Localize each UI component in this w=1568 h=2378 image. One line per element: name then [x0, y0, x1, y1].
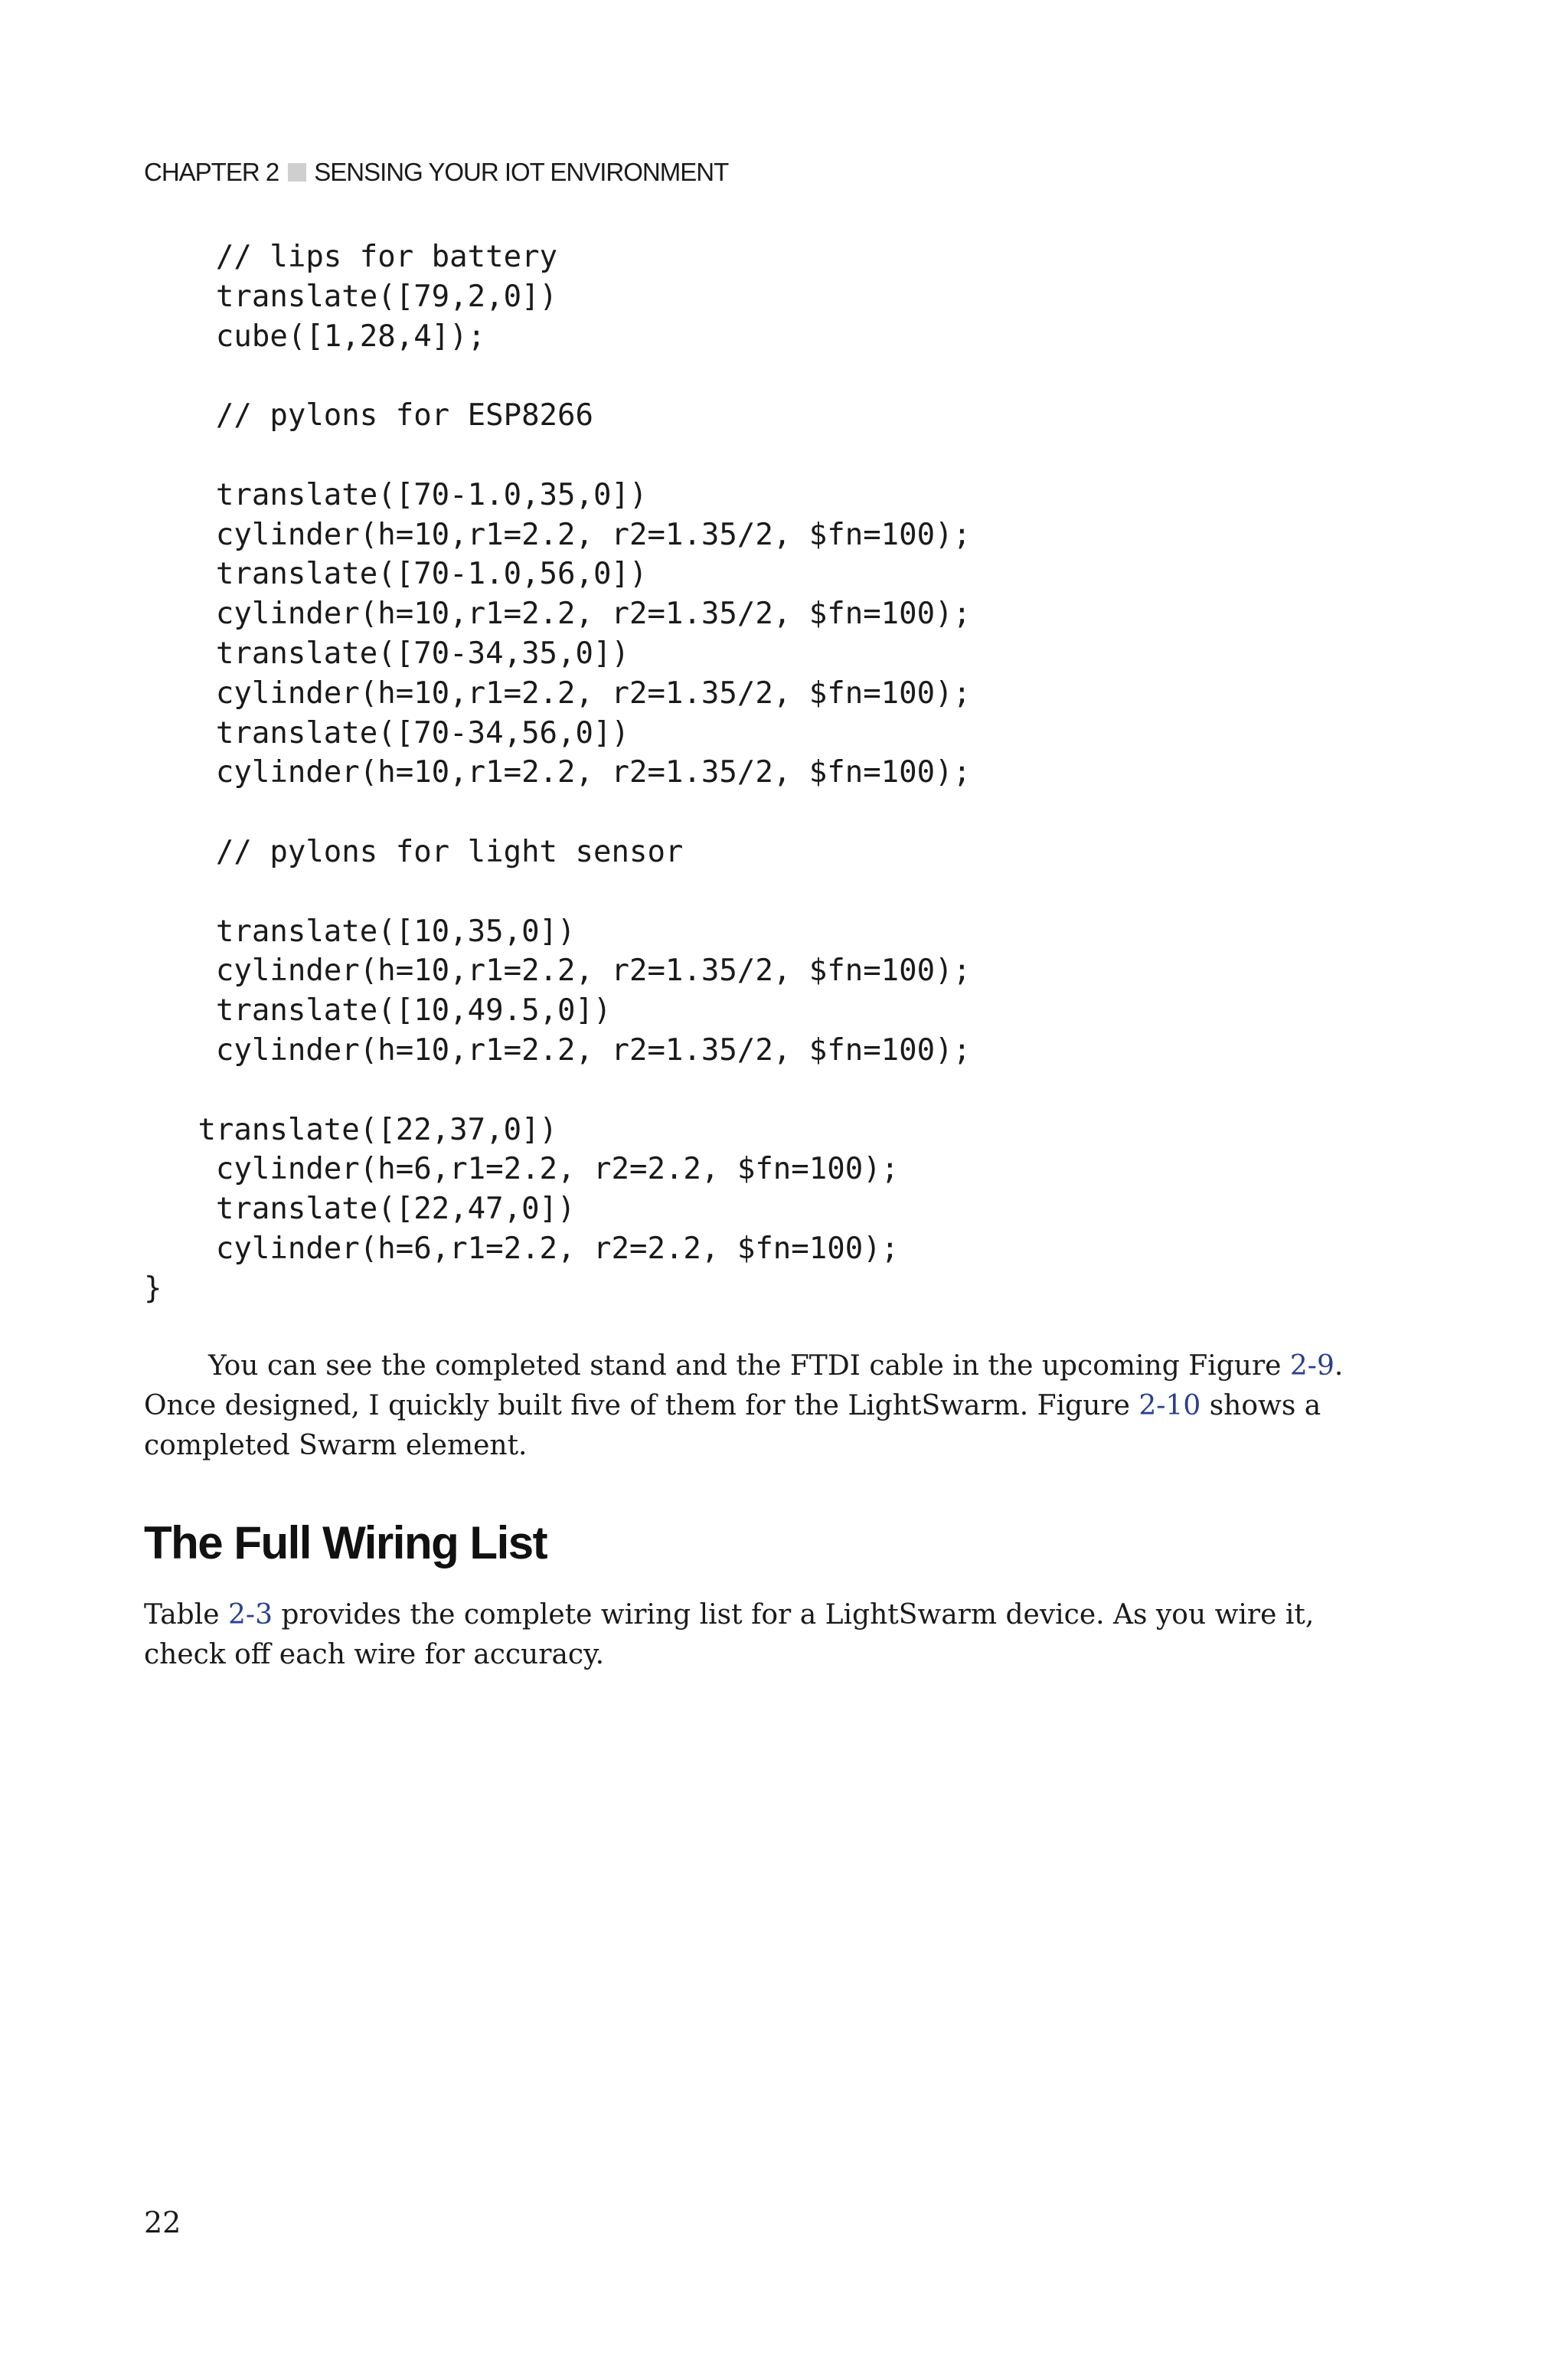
- code-line: cylinder(h=6,r1=2.2, r2=2.2, $fn=100);: [144, 1231, 900, 1266]
- header-separator-square: [288, 163, 306, 182]
- code-line: cylinder(h=10,r1=2.2, r2=1.35/2, $fn=100);: [144, 597, 972, 632]
- code-line: [144, 1071, 971, 1110]
- code-line: // pylons for ESP8266: [144, 398, 593, 433]
- chapter-label: CHAPTER 2: [144, 158, 279, 186]
- code-line: translate([22,37,0]): [144, 1112, 558, 1147]
- code-line: translate([79,2,0]): [144, 279, 558, 314]
- code-line: cylinder(h=6,r1=2.2, r2=2.2, $fn=100);: [144, 1152, 900, 1187]
- paragraph-text: shows a completed Swarm element.: [144, 1390, 1321, 1461]
- code-line: cylinder(h=10,r1=2.2, r2=1.35/2, $fn=100);: [144, 675, 972, 711]
- code-line: [144, 356, 971, 396]
- paragraph-text: You can see the completed stand and the FTDI cable in the upcoming Figure: [208, 1350, 1290, 1382]
- code-line: [144, 793, 971, 832]
- code-line: translate([22,47,0]): [144, 1192, 576, 1227]
- code-line: translate([10,35,0]): [144, 914, 576, 949]
- code-line: translate([70-1.0,56,0]): [144, 557, 648, 592]
- code-line: // pylons for light sensor: [144, 834, 684, 869]
- figure-link-2-9[interactable]: 2-9: [1289, 1350, 1334, 1382]
- page-number: 22: [144, 2206, 181, 2239]
- body-paragraph: [144, 1595, 1369, 1675]
- body-paragraph: [144, 1346, 1369, 1466]
- code-line: // lips for battery: [144, 240, 558, 274]
- chapter-title: SENSING YOUR IOT ENVIRONMENT: [314, 158, 729, 186]
- code-line: translate([70-34,56,0]): [144, 715, 629, 751]
- figure-link-2-10[interactable]: 2-10: [1138, 1390, 1201, 1421]
- code-line: [144, 872, 971, 912]
- code-line: cylinder(h=10,r1=2.2, r2=1.35/2, $fn=100);: [144, 517, 972, 552]
- code-line: cube([1,28,4]);: [144, 319, 486, 354]
- code-line: translate([70-1.0,35,0]): [144, 477, 648, 512]
- code-listing: [144, 237, 971, 1309]
- code-line: cylinder(h=10,r1=2.2, r2=1.35/2, $fn=100);: [144, 755, 972, 790]
- paragraph-text: . Once designed, I quickly built five of them for the LightSwarm. Figure: [144, 1350, 1344, 1421]
- paragraph-text: provides the complete wiring list for a LightSwarm device. As you wire it, check off each wire for accuracy.: [144, 1599, 1315, 1670]
- code-line: translate([70-34,35,0]): [144, 636, 629, 671]
- paragraph-text: Table: [144, 1599, 228, 1631]
- section-heading: The Full Wiring List: [144, 1517, 547, 1568]
- code-line: }: [144, 1271, 162, 1306]
- table-link-2-3[interactable]: 2-3: [228, 1599, 273, 1631]
- code-line: translate([10,49.5,0]): [144, 993, 612, 1029]
- code-line: cylinder(h=10,r1=2.2, r2=1.35/2, $fn=100);: [144, 953, 972, 989]
- code-line: cylinder(h=10,r1=2.2, r2=1.35/2, $fn=100);: [144, 1032, 972, 1068]
- running-header: [144, 158, 728, 187]
- code-line: [144, 436, 971, 476]
